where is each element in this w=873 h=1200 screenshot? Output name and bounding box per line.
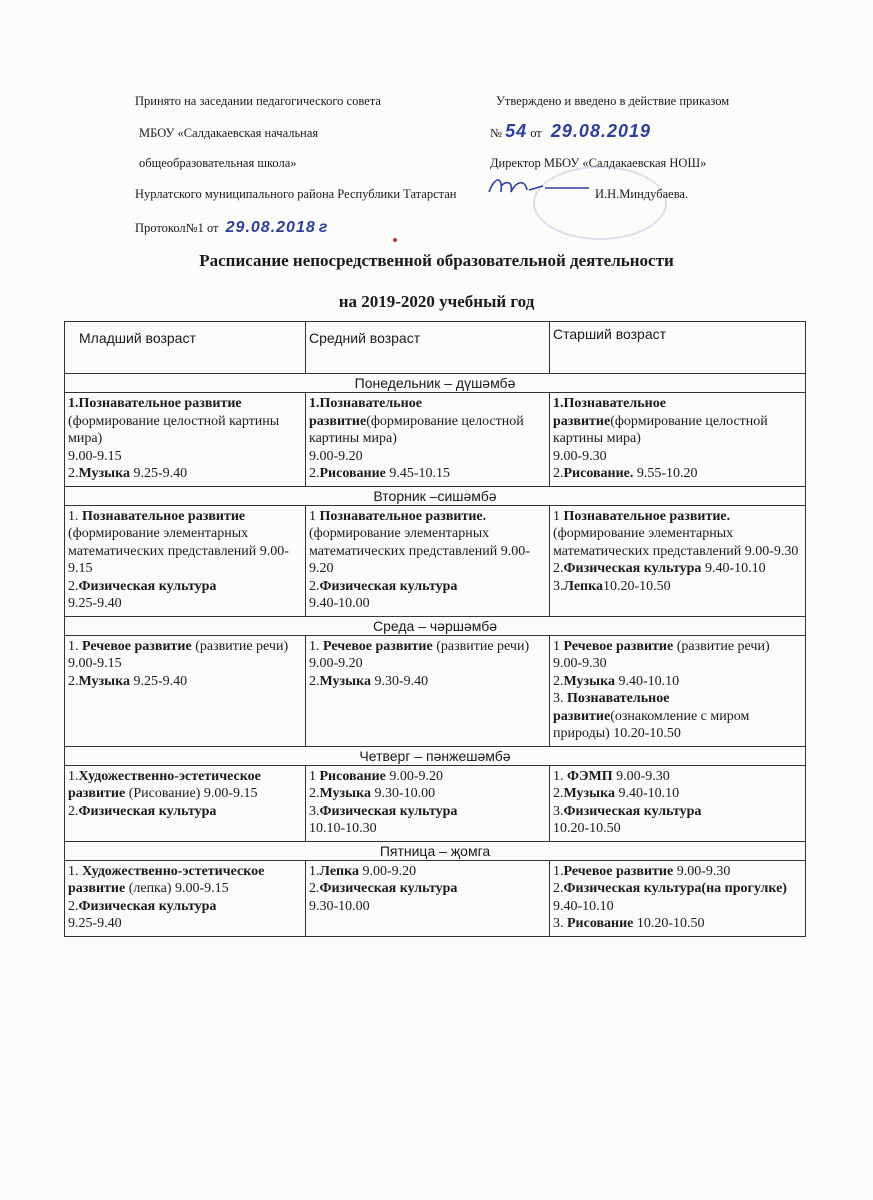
schedule-cell [306, 393, 550, 487]
cell-text: 1. [309, 863, 320, 879]
cell-text: 2. [309, 673, 320, 689]
day-name: Вторник –сишәмбә [65, 486, 806, 505]
header-order-line: Утверждено и введено в действие приказом [496, 94, 730, 108]
table-row [65, 505, 806, 616]
activity-name: Познавательное развитие [82, 508, 246, 524]
cell-text: 10.20-10.50 [633, 916, 705, 931]
activity-name: Художественно-эстетическое развитие [68, 768, 261, 801]
day-row [65, 746, 806, 765]
protocol-date: 29.08.2018 [225, 219, 316, 236]
column-header-middle: Средний возраст [306, 322, 550, 374]
cell-text: (формирование целостной картины мира) [68, 413, 280, 446]
schedule-cell [306, 765, 550, 841]
cell-text: (ознакомление с миром природы) 10.20-10.50 [553, 708, 750, 741]
order-no: 54 [505, 121, 528, 141]
activity-name: Рисование [567, 916, 634, 931]
cell-text: 9.00-9.30 [553, 448, 607, 464]
table-row [65, 635, 806, 746]
activity-name: Познавательное развитие [553, 691, 670, 724]
table-row [65, 393, 806, 487]
order-from: от [530, 126, 542, 140]
cell-text: 2. [309, 578, 320, 594]
schedule-cell [550, 505, 806, 616]
cell-text: (Рисование) 9.00-9.15 [125, 786, 258, 801]
cell-text: 2. [553, 673, 564, 689]
activity-name: Музыка [319, 786, 371, 801]
cell-text: 9.40-10.10 [553, 898, 614, 914]
cell-text: 9.45-10.15 [385, 466, 451, 481]
ink-dot [393, 238, 397, 242]
activity-name: Физическая культура [563, 803, 702, 819]
activity-name: Речевое развитие [563, 863, 674, 879]
order-no-label: № [490, 126, 502, 140]
cell-text: 9.40-10.10 [701, 561, 766, 576]
header-school-line2: общеобразовательная школа» [139, 156, 297, 170]
cell-text: (лепка) 9.00-9.15 [125, 881, 229, 896]
column-header-junior: Младший возраст [65, 322, 306, 374]
schedule-cell [65, 393, 306, 487]
cell-text: 1 [309, 508, 320, 524]
cell-text: 2. [553, 561, 564, 576]
cell-text: (формирование элементарных математических представлений 9.00-9.30 [553, 526, 799, 559]
schedule-cell [65, 765, 306, 841]
cell-text: 10.10-10.30 [309, 821, 377, 836]
cell-text: 2. [68, 803, 79, 819]
cell-text: 9.00-9.15 [68, 448, 122, 464]
schedule-cell [65, 505, 306, 616]
cell-text: 3. [553, 578, 564, 594]
schedule-cell [306, 505, 550, 616]
cell-text: (развитие речи) 9.00-9.15 [68, 638, 289, 671]
cell-text: 9.00-9.20 [385, 768, 444, 784]
cell-text: 9.25-9.40 [129, 673, 188, 689]
cell-text: 9.55-10.20 [633, 466, 698, 481]
schedule-body [65, 374, 806, 937]
activity-name: Речевое развитие [82, 638, 192, 654]
day-name: Четверг – пәнжешәмбә [65, 746, 806, 765]
activity-name: Речевое развитие [563, 638, 674, 654]
cell-text: 1 [309, 768, 320, 784]
activity-name: Физическая культура [563, 561, 702, 576]
header-signer: И.Н.Миндубаева. [595, 187, 689, 201]
activity-name: Физическая культура [78, 578, 217, 594]
schedule-cell [65, 635, 306, 746]
cell-text: 9.00-9.20 [309, 448, 363, 464]
cell-text: (развитие речи) 9.00-9.20 [309, 638, 530, 671]
cell-text: (формирование элементарных математических представлений 9.00-9.20 [309, 526, 530, 576]
cell-text: 2. [553, 881, 564, 896]
day-name: Среда – чәршәмбә [65, 616, 806, 635]
cell-text: 9.00-9.30 [673, 863, 731, 879]
cell-text: 3. [553, 916, 567, 931]
cell-text: 1. [68, 863, 82, 879]
activity-name: Рисование [319, 768, 386, 784]
cell-text: 2. [553, 466, 564, 481]
protocol-suffix: г [318, 219, 329, 236]
cell-text: 9.30-10.00 [370, 786, 436, 801]
cell-text: 2. [68, 578, 79, 594]
day-row [65, 616, 806, 635]
day-name: Понедельник – дүшәмбә [65, 374, 806, 393]
activity-name: Музыка [319, 673, 371, 689]
signature-icon [485, 172, 595, 202]
activity-name: Физическая культура [319, 803, 458, 819]
activity-name: 1.Познавательное развитие [309, 396, 422, 429]
header-school-line1: МБОУ «Салдакаевская начальная [139, 126, 319, 140]
activity-name: Музыка [78, 466, 130, 481]
cell-text: 1 [553, 638, 564, 654]
activity-name: Физическая культура [319, 578, 458, 594]
cell-text: 2. [68, 466, 79, 481]
page-subtitle: на 2019-2020 учебный год [338, 292, 535, 311]
cell-text: 1. [553, 863, 564, 879]
cell-text: 1. [309, 638, 323, 654]
table-row [65, 765, 806, 841]
activity-name: Физическая культура [78, 898, 217, 914]
cell-text: 9.40-10.10 [614, 786, 680, 801]
activity-name: Физическая культура [319, 881, 458, 896]
cell-text: 9.00-9.30 [612, 768, 670, 784]
cell-text: 1. [553, 768, 567, 784]
header-district-line: Нурлатского муниципального района Республики Татарстан [135, 187, 457, 201]
activity-name: 1.Познавательное развитие [553, 396, 666, 429]
cell-text: (формирование целостной картины мира) [309, 413, 524, 446]
cell-text: 2. [309, 466, 320, 481]
order-date: 29.08.2019 [550, 121, 651, 141]
cell-text: 1. [68, 638, 82, 654]
activity-name: Рисование [319, 466, 386, 481]
cell-text: 10.20-10.50 [553, 821, 621, 836]
schedule-table [64, 321, 806, 937]
activity-name: ФЭМП [567, 768, 613, 784]
schedule-cell [550, 765, 806, 841]
day-row [65, 841, 806, 860]
activity-name: Рисование. [563, 466, 634, 481]
cell-text: 9.25-9.40 [68, 916, 122, 931]
schedule-cell [65, 860, 306, 936]
cell-text: (формирование целостной картины мира) [553, 413, 768, 446]
cell-text: 1. [68, 508, 82, 524]
cell-text: (формирование элементарных математических представлений 9.00-9.15 [68, 526, 289, 576]
cell-text: 3. [309, 803, 320, 819]
cell-text: (развитие речи) 9.00-9.30 [553, 638, 770, 671]
protocol-label: Протокол№1 от [135, 221, 219, 235]
header-approved-line: Принято на заседании педагогического совета [135, 94, 381, 108]
activity-name: Лепка [563, 578, 603, 594]
activity-name: Речевое развитие [323, 638, 433, 654]
cell-text: 2. [553, 786, 564, 801]
cell-text: 2. [309, 881, 320, 896]
cell-text: 9.30-10.00 [309, 898, 370, 914]
schedule-cell [550, 393, 806, 487]
schedule-cell [306, 860, 550, 936]
activity-name: Физическая культура(на прогулке) [563, 881, 787, 896]
activity-name: Музыка [563, 673, 615, 689]
cell-text: 9.00-9.20 [358, 863, 417, 879]
day-name: Пятница – җомга [65, 841, 806, 860]
activity-name: Физическая культура [78, 803, 217, 819]
column-header-senior: Старший возраст [550, 322, 806, 374]
schedule-cell [550, 860, 806, 936]
cell-text: 2. [68, 673, 79, 689]
header-director: Директор МБОУ «Салдакаевская НОШ» [490, 156, 707, 170]
cell-text: 9.40-10.10 [614, 673, 680, 689]
activity-name: Музыка [78, 673, 130, 689]
day-row [65, 374, 806, 393]
activity-name: Лепка [319, 863, 359, 879]
cell-text: 10.20-10.50 [602, 578, 671, 594]
table-header-row [65, 322, 806, 374]
page-title: Расписание непосредственной образовательной деятельности [199, 251, 674, 270]
cell-text: 1. [68, 768, 79, 784]
cell-text: 1 [553, 508, 564, 524]
activity-name: 1.Познавательное развитие [68, 396, 242, 411]
cell-text: 9.25-9.40 [129, 466, 188, 481]
cell-text: 9.25-9.40 [68, 596, 122, 611]
activity-name: Музыка [563, 786, 615, 801]
schedule-cell [550, 635, 806, 746]
cell-text: 3. [553, 803, 564, 819]
activity-name: Художественно-эстетическое развитие [68, 863, 265, 896]
cell-text: 2. [68, 898, 79, 914]
cell-text: 2. [309, 786, 320, 801]
header-protocol [135, 220, 328, 236]
day-row [65, 486, 806, 505]
schedule-cell [306, 635, 550, 746]
activity-name: Познавательное развитие. [319, 508, 487, 524]
activity-name: Познавательное развитие. [563, 508, 731, 524]
cell-text: 9.40-10.00 [309, 596, 370, 611]
table-row [65, 860, 806, 936]
cell-text: 3. [553, 691, 567, 706]
cell-text: 9.30-9.40 [370, 673, 429, 689]
header-order-number [490, 122, 651, 140]
